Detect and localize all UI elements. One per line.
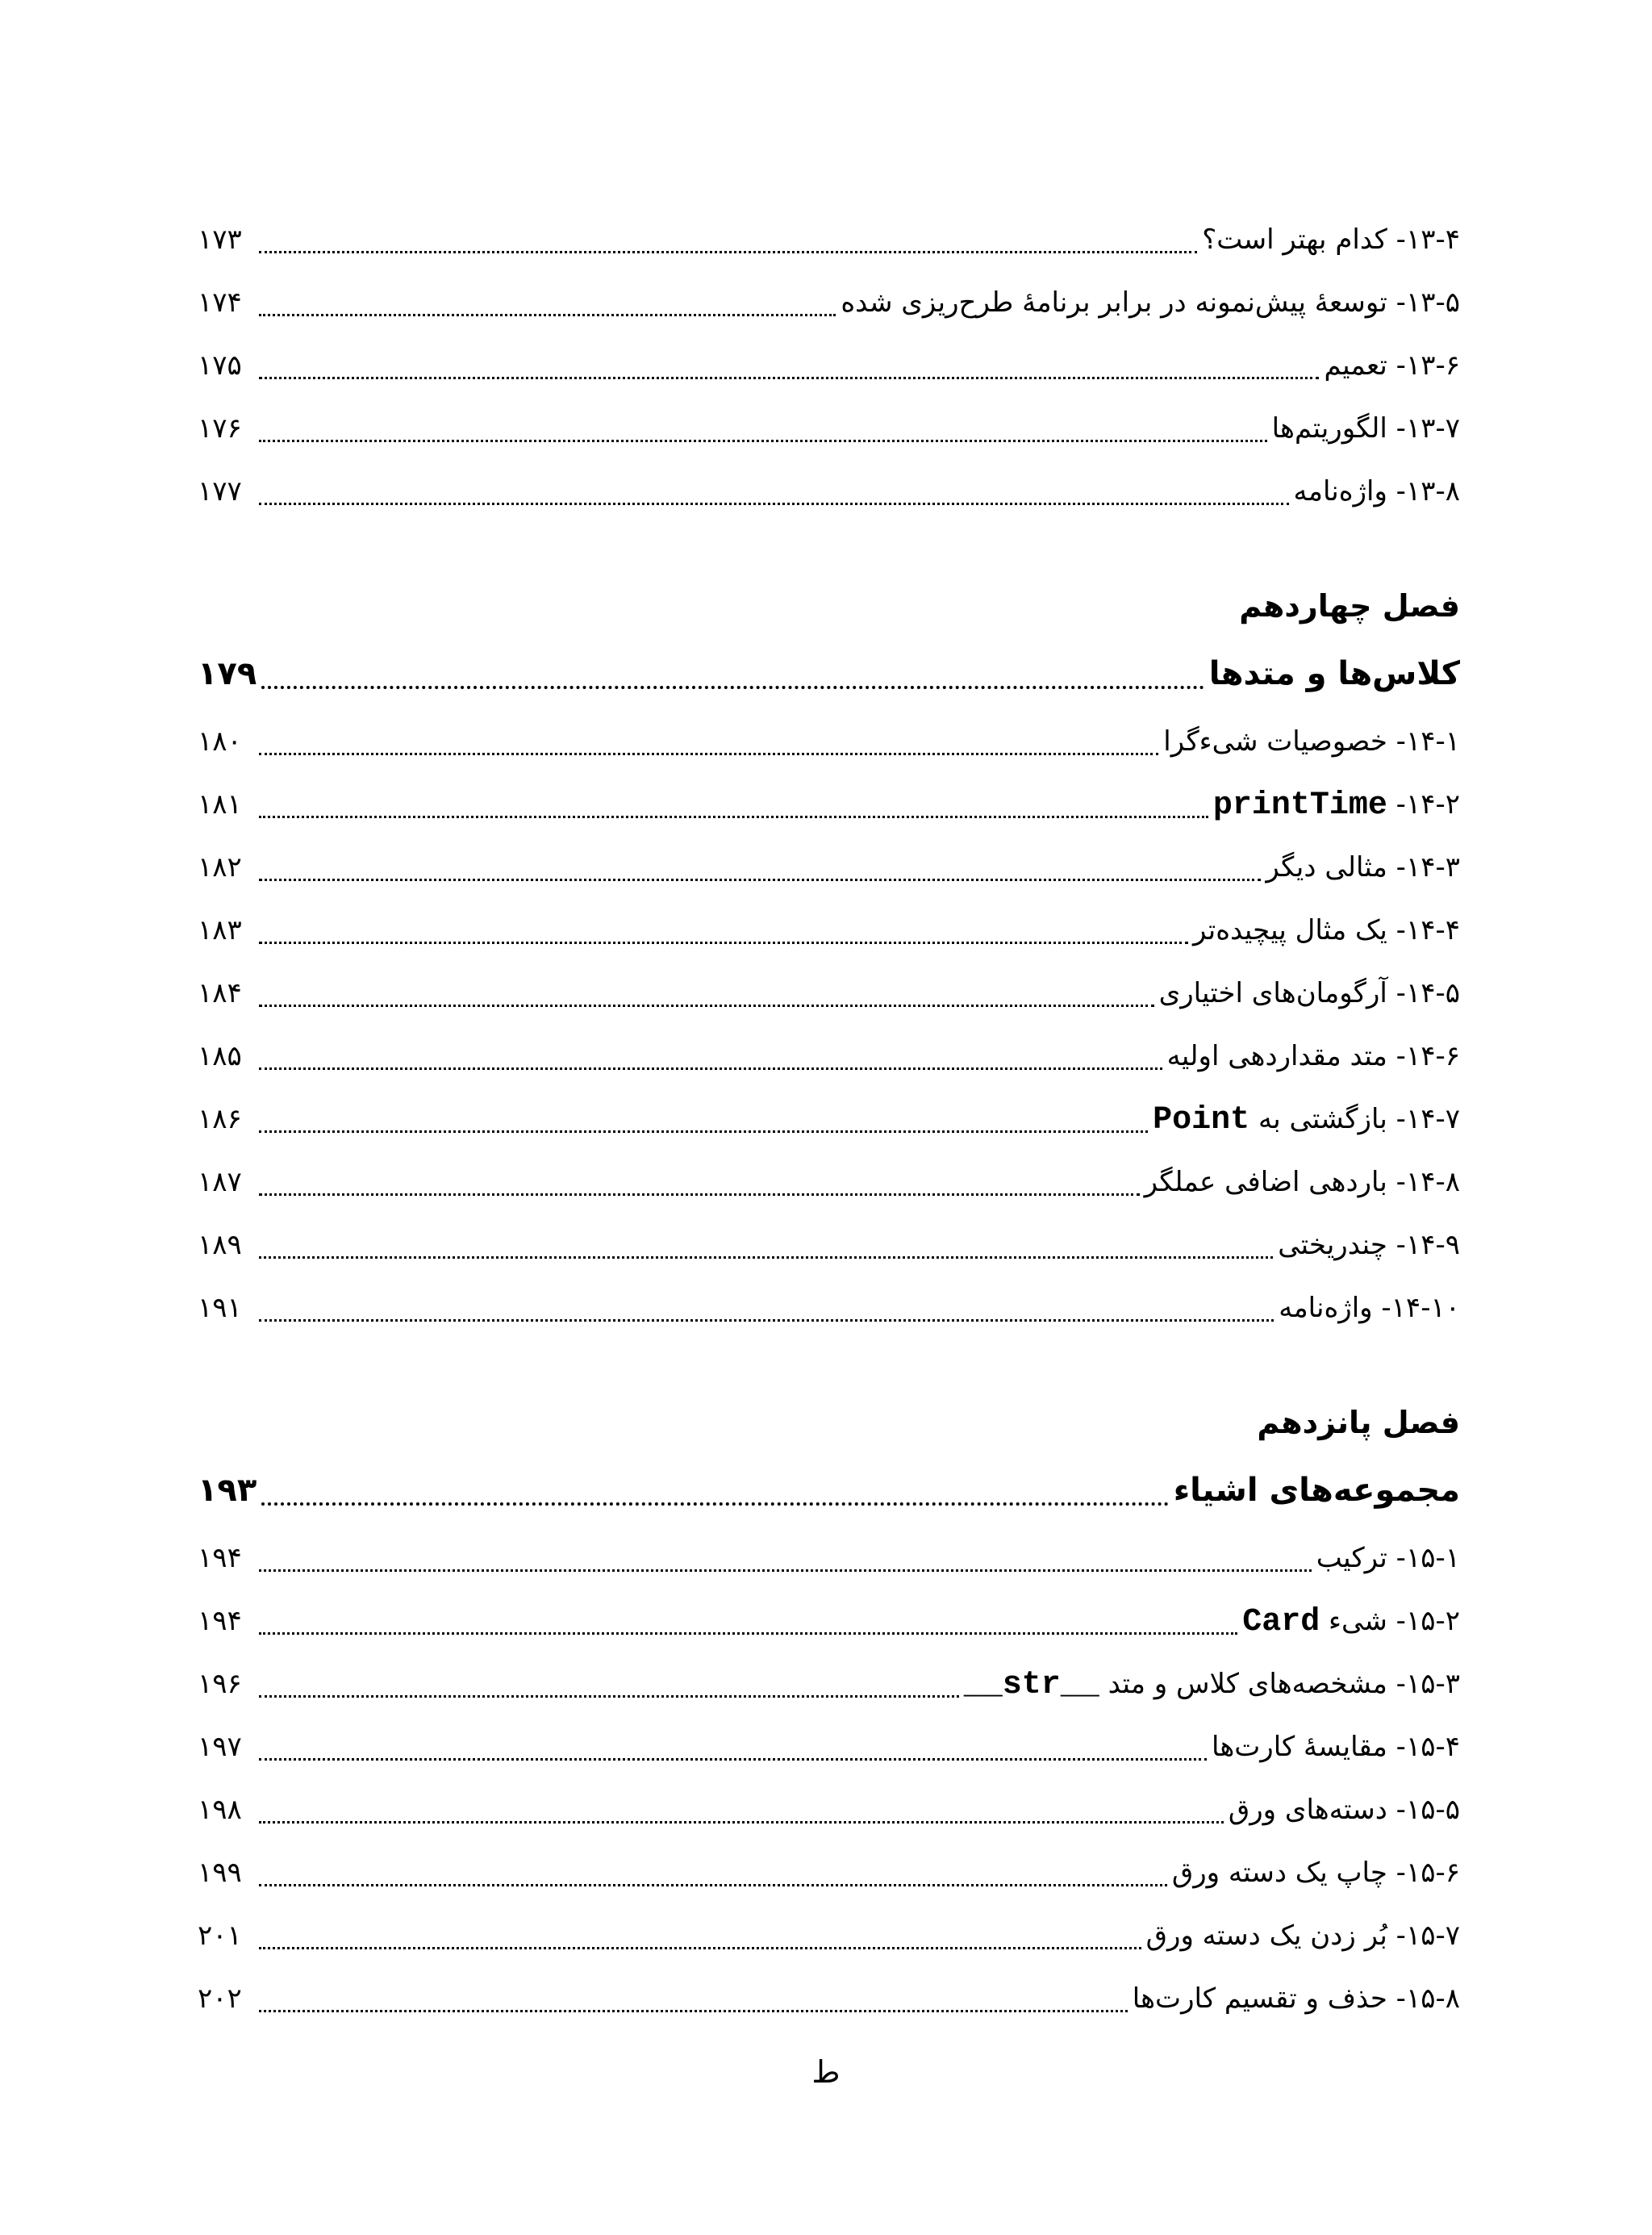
toc-entry-title [1153, 1088, 1460, 1152]
page-number: ۱۹۴ [198, 1542, 242, 1574]
toc-entry[interactable] [198, 962, 1460, 1025]
toc-entry[interactable] [198, 1715, 1460, 1778]
chapter-heading: فصل چهاردهم [1239, 588, 1460, 624]
toc-section [198, 523, 1460, 1339]
toc-entry-title [841, 271, 1460, 334]
toc-entry-title [1212, 1715, 1460, 1778]
toc-entry[interactable] [198, 1652, 1460, 1715]
page-number: ۱۸۹ [198, 1229, 242, 1261]
toc-entry[interactable] [198, 1276, 1460, 1339]
dot-leader [259, 942, 1188, 944]
toc-entry-text: ۱۴-۱- خصوصیات شیءگرا [1163, 725, 1460, 758]
toc-entry-text: مجموعه‌های اشیاء [1173, 1472, 1460, 1509]
dot-leader [259, 377, 1319, 379]
toc-entry-title [1193, 899, 1460, 962]
toc-entry-text: ۱۴-۶- متد مقداردهی اولیه [1166, 1040, 1460, 1072]
toc-entry-title [1272, 397, 1460, 460]
code-term: printTime [1212, 787, 1387, 824]
page-number: ۱۹۶ [198, 1668, 242, 1700]
toc-entry[interactable] [198, 334, 1460, 397]
dot-leader [259, 879, 1261, 881]
page-number: ۱۷۷ [198, 475, 242, 508]
page-number: ۱۹۹ [198, 1857, 242, 1889]
page-number: ۱۸۴ [198, 977, 242, 1009]
toc-entry-text: ۱۵-۵- دسته‌های ورق [1228, 1794, 1460, 1826]
toc-entry[interactable] [198, 1214, 1460, 1276]
toc-entry[interactable] [198, 1590, 1460, 1652]
page-number: ۱۸۰ [198, 725, 242, 758]
toc-entry-text: ۱۵-۴- مقایسهٔ کارت‌ها [1211, 1731, 1460, 1763]
toc-entry-text: ۱۴-۹- چندریختی [1278, 1229, 1460, 1261]
page-number: ۱۸۱ [198, 788, 242, 821]
code-term: Point [1153, 1102, 1250, 1138]
page-number: ۱۷۴ [198, 286, 242, 319]
toc-entry-text: ۱۴-۴- یک مثال پیچیده‌تر [1193, 914, 1460, 946]
page-number: ۱۹۸ [198, 1794, 242, 1826]
chapter-title [1174, 1454, 1460, 1527]
toc-entry-text: ۱۵-۶- چاپ یک دسته ورق [1171, 1857, 1460, 1889]
toc-entry[interactable] [198, 271, 1460, 334]
toc-entry-title [1133, 1967, 1460, 2030]
chapter-title-entry[interactable] [198, 637, 1460, 710]
toc-entry[interactable] [198, 1527, 1460, 1590]
toc-entry-text: ۱۴-۱۰- واژه‌نامه [1279, 1292, 1460, 1324]
page-number: ۱۹۷ [198, 1731, 242, 1763]
code-term: Card [1242, 1604, 1320, 1640]
page-number: ۱۸۷ [198, 1166, 242, 1198]
dot-leader [259, 1758, 1207, 1761]
toc-entry-title [1278, 1214, 1460, 1276]
toc-entry-title [1146, 1904, 1460, 1967]
toc-entry-title [1167, 1025, 1460, 1088]
chapter-heading: فصل پانزدهم [1257, 1405, 1460, 1440]
dot-leader [259, 1130, 1148, 1133]
toc-entry-text: کلاس‌ها و متدها [1208, 655, 1460, 692]
page-number: ۱۹۴ [198, 1605, 242, 1637]
page-number: ۱۷۳ [198, 224, 242, 256]
dot-leader [259, 2010, 1128, 2012]
toc-entry[interactable] [198, 1841, 1460, 1904]
toc-entry-text: ۱۳-۸- واژه‌نامه [1293, 475, 1460, 508]
toc-entry[interactable] [198, 1151, 1460, 1214]
dot-leader [259, 1067, 1162, 1070]
toc-entry[interactable] [198, 899, 1460, 962]
toc-entry-text: ۱۳-۵- توسعهٔ پیش‌نمونه در برابر برنامهٔ طرح‌ریزی شده [841, 286, 1460, 319]
toc-entry-title [1213, 773, 1460, 838]
page-number: ۱۸۶ [198, 1103, 242, 1135]
toc-entry-title [1324, 334, 1460, 397]
dot-leader [259, 753, 1158, 755]
toc-entry-text: ۱۴-۵- آرگومان‌های اختیاری [1158, 977, 1460, 1009]
toc-entry-title [1279, 1276, 1460, 1339]
code-term: __str__ [963, 1667, 1099, 1703]
toc-entry[interactable] [198, 773, 1460, 836]
dot-leader [261, 1502, 1168, 1506]
toc-entry-title [1202, 208, 1460, 271]
dot-leader [259, 1569, 1312, 1572]
section-spacer [198, 1339, 1460, 1391]
toc-entry-text: ۱۵-۳- مشخصه‌های کلاس و متد [1099, 1668, 1460, 1700]
toc-entry[interactable] [198, 208, 1460, 271]
page-number: ۱۷۶ [198, 412, 242, 445]
dot-leader [259, 1319, 1274, 1322]
dot-leader [259, 314, 836, 316]
dot-leader [259, 816, 1208, 818]
dot-leader [259, 1005, 1154, 1007]
toc-entry-text: ۱۵-۷- بُر زدن یک دسته ورق [1145, 1920, 1460, 1952]
dot-leader [259, 1193, 1140, 1196]
toc-entry-text: ۱۴-۳- مثالی دیگر [1266, 851, 1460, 884]
toc-entry-title [964, 1652, 1460, 1717]
dot-leader [259, 1632, 1237, 1635]
toc-entry-text: ۱۳-۷- الگوریتم‌ها [1271, 412, 1460, 445]
dot-leader [259, 251, 1197, 253]
toc-entry[interactable] [198, 460, 1460, 523]
toc-entry[interactable] [198, 836, 1460, 899]
toc-entry[interactable] [198, 1778, 1460, 1841]
page-number: ۱۷۹ [198, 655, 257, 692]
toc-entry[interactable] [198, 710, 1460, 773]
chapter-title-entry[interactable] [198, 1454, 1460, 1527]
page-number: ۱۹۱ [198, 1292, 242, 1324]
toc-entry-text: ۱۳-۶- تعمیم [1324, 349, 1460, 382]
page-number: ۲۰۱ [198, 1920, 242, 1952]
page-number-footer: ط [811, 2054, 841, 2090]
dot-leader [259, 1256, 1273, 1259]
toc-entry-title [1229, 1778, 1460, 1841]
page-number: ۱۸۵ [198, 1040, 242, 1072]
page-number: ۱۸۲ [198, 851, 242, 884]
dot-leader [259, 503, 1289, 505]
toc-entry-text: ۱۵-۸- حذف و تقسیم کارت‌ها [1132, 1982, 1460, 2015]
page-number: ۱۸۳ [198, 914, 242, 946]
toc-entry-title [1316, 1527, 1460, 1590]
toc-entry-text: ۱۵-۲- شیء [1320, 1605, 1460, 1637]
dot-leader [259, 1947, 1141, 1949]
toc-entry[interactable] [198, 1088, 1460, 1151]
toc-entry-title [1163, 710, 1460, 773]
toc-entry-text: ۱۴-۸- باردهی اضافی عملگر [1144, 1166, 1460, 1198]
chapter-title [1209, 637, 1460, 710]
toc-entry-title [1172, 1841, 1460, 1904]
toc-entry-text: ۱۳-۴- کدام بهتر است؟ [1202, 224, 1460, 256]
dot-leader [259, 1884, 1167, 1886]
section-spacer [198, 523, 1460, 574]
page-number: ۱۹۳ [198, 1472, 257, 1509]
toc-entry-title [1266, 836, 1460, 899]
dot-leader [259, 1821, 1224, 1824]
dot-leader [259, 1695, 959, 1698]
table-of-contents [198, 208, 1460, 2030]
toc-section [198, 1339, 1460, 2030]
toc-entry[interactable] [198, 397, 1460, 460]
dot-leader [261, 686, 1204, 689]
toc-entry-title [1145, 1151, 1460, 1214]
toc-entry-text: ۱۴-۷- بازگشتی به [1249, 1103, 1460, 1135]
toc-entry-title [1159, 962, 1460, 1025]
toc-entry-title [1294, 460, 1461, 523]
page-number: ۲۰۲ [198, 1982, 242, 2015]
toc-section [198, 208, 1460, 523]
toc-entry[interactable] [198, 1904, 1460, 1967]
page-number: ۱۷۵ [198, 349, 242, 382]
toc-entry-text: ۱۵-۱- ترکیب [1316, 1542, 1460, 1574]
toc-entry-text: ۱۴-۲- [1387, 788, 1460, 821]
toc-entry-title [1242, 1590, 1460, 1654]
dot-leader [259, 440, 1267, 442]
toc-entry[interactable] [198, 1025, 1460, 1088]
toc-entry[interactable] [198, 1967, 1460, 2030]
